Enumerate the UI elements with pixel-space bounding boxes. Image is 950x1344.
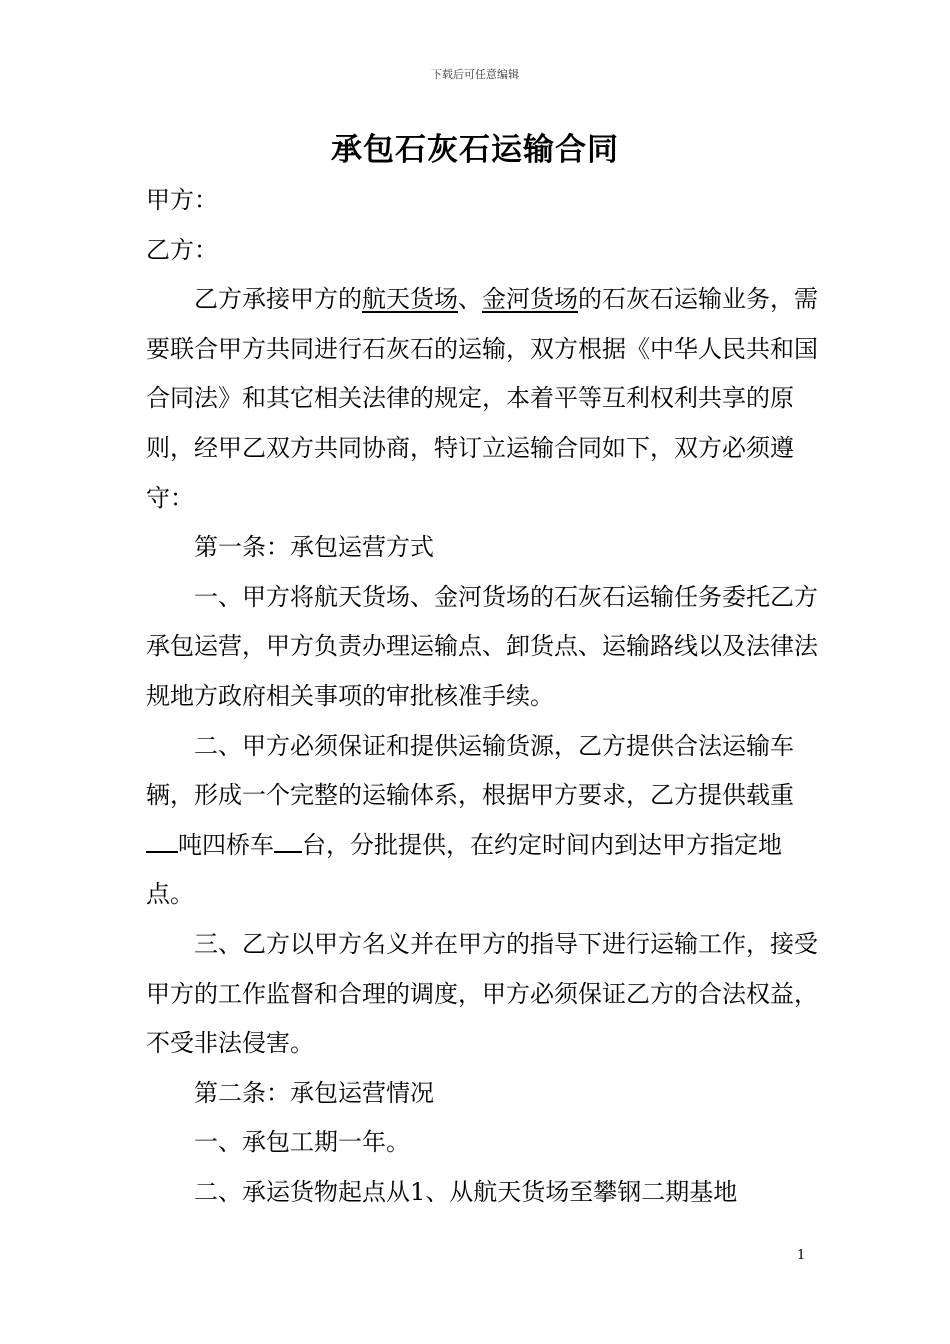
- party-b-line: 乙方：: [146, 235, 218, 264]
- intro-sep: 、: [458, 285, 482, 314]
- article2-item1: 一、承包工期一年。: [194, 1128, 410, 1157]
- place-jinhe: 金河货场: [482, 285, 578, 314]
- party-a-line: 甲方：: [146, 186, 218, 214]
- truck-count-blank: [274, 831, 302, 853]
- article1-item1: 一、甲方将航天货场、金河货场的石灰石运输任务委托乙方承包运营，甲方负责办理运输点、卸货点、运输路线以及法律法规地方政府相关事项的审批核准手续。: [146, 582, 818, 710]
- intro-pre: 乙方承接甲方的: [194, 285, 362, 314]
- article1-item2-pre: 二、甲方必须保证和提供运输货源，乙方提供合法运输车辆，形成一个完整的运输体系，根据甲方要求，乙方提供载重: [146, 731, 794, 810]
- article1-item2-mid: 吨四桥车: [178, 830, 274, 859]
- article2-heading: 第二条：承包运营情况: [194, 1078, 434, 1107]
- intro-paragraph: [146, 275, 818, 523]
- article1-item2: [146, 722, 818, 920]
- page-number: 1: [797, 1248, 806, 1263]
- intro-post: 的石灰石运输业务，需要联合甲方共同进行石灰石的运输，双方根据《中华人民共和国合同法》和其它相关法律的规定，本着平等互利权利共享的原则，经甲乙双方共同协商，特订立运输合同如下，双方必须遵守：: [146, 285, 818, 512]
- header-note: 下载后可任意编辑: [431, 68, 519, 81]
- article1-item2-post: 台，分批提供，在约定时间内到达甲方指定地点。: [146, 830, 782, 909]
- article1-item3: 三、乙方以甲方名义并在甲方的指导下进行运输工作，接受甲方的工作监督和合理的调度，甲方必须保证乙方的合法权益，不受非法侵害。: [146, 929, 818, 1058]
- article1-heading: 第一条：承包运营方式: [194, 533, 434, 562]
- tonnage-blank: [146, 831, 178, 853]
- article2-item2: 二、承运货物起点从1、从航天货场至攀钢二期基地: [194, 1177, 738, 1206]
- contract-body: [146, 176, 818, 1217]
- place-hangtian: 航天货场: [362, 285, 458, 314]
- document-title: 承包石灰石运输合同: [331, 132, 619, 168]
